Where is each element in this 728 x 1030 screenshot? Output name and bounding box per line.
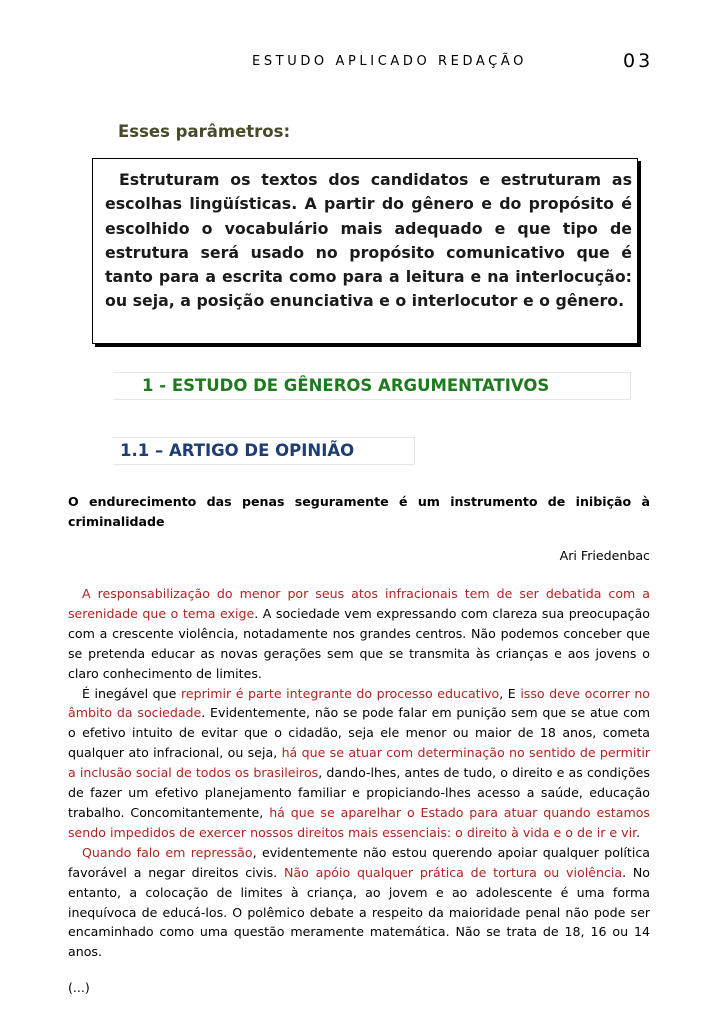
parameters-box-text: Estruturam os textos dos candidatos e estruturam as escolhas lingüísticas. A partir do gênero e do propósito é escolhido o vocabulário mais adequado e que tipo de estrutura será usado no propósito comunicativo que é tanto para a escrita como para a leitura e na interlocução: ou seja, a posição enunciativa e o interlocutor e o gênero. (105, 170, 632, 311)
highlighted-text: Não apóio qualquer prática de tortura ou violência (283, 864, 623, 880)
text-run: . A sociedade vem expressando com clareza sua preocupação com a crescente violência, notadamente nos grandes centros. Não podemos conceber que se pretenda educar as novas gerações sem que se transmita às crianças e aos jovens o claro conhecimento de limites. (68, 605, 651, 681)
page-number: 03 (623, 50, 654, 72)
text-run: É inegável que (82, 685, 181, 701)
highlighted-text: há que se aparelhar o Estado para atuar quando estamos sendo impedidos de exercer nossos direitos mais essenciais: o direito à vida e o de ir e vir (68, 804, 650, 840)
article-title: O endurecimento das penas seguramente é um instrumento de inibição à criminalidade (68, 494, 650, 529)
highlighted-text: reprimir é parte integrante do processo educativo (180, 685, 500, 701)
highlighted-text: há que se atuar com determinação no sentido de permitir a inclusão social de todos os brasileiros (68, 745, 650, 781)
text-run: . No entanto, a colocação de limites à criança, ao jovem e ao adolescente é uma forma inequívoca de educá-los. O polêmico debate a respeito da maioridade penal não pode ser encaminhado como uma questão meramente matemática. Não se trata de 18, 16 ou 14 anos. (68, 864, 651, 960)
article-paragraph (68, 684, 650, 843)
text-run: , E (499, 685, 521, 701)
section-heading: Esses parâmetros: (118, 122, 291, 141)
ellipsis: (...) (68, 980, 90, 995)
text-run: . Evidentemente, não se pode falar em punição sem que se atue com o efetivo intuito de evitar que o cidadão, seja ele menor ou maior de 18 anos, cometa qualquer ato infracional, ou seja, (68, 705, 650, 761)
text-run: , evidentemente não estou querendo apoiar qualquer política favorável a negar direitos civis. (68, 844, 650, 880)
page-header (0, 50, 728, 74)
text-run: , dando-lhes, antes de tudo, o direito e as condições de fazer um efetivo planejamento familiar e propiciando-lhes acesso a saúde, educação trabalho. Concomitantemente, (68, 765, 650, 820)
highlighted-text: Quando falo em repressão (82, 844, 253, 860)
article-body (68, 584, 650, 962)
article-paragraph (68, 843, 650, 962)
genres-heading: 1 - ESTUDO DE GÊNEROS ARGUMENTATIVOS (142, 376, 550, 395)
highlighted-text: A responsabilização do menor por seus atos infracionais tem de ser debatida com a serenidade que o tema exige (68, 586, 650, 621)
highlighted-text: isso deve ocorrer no âmbito da sociedade (68, 685, 651, 721)
article-heading: 1.1 – ARTIGO DE OPINIÃO (120, 441, 355, 460)
article-author: Ari Friedenbac (559, 548, 650, 563)
text-run: . (636, 824, 641, 840)
header-title: ESTUDO APLICADO REDAÇÃO (252, 54, 527, 69)
article-paragraph (68, 584, 650, 684)
